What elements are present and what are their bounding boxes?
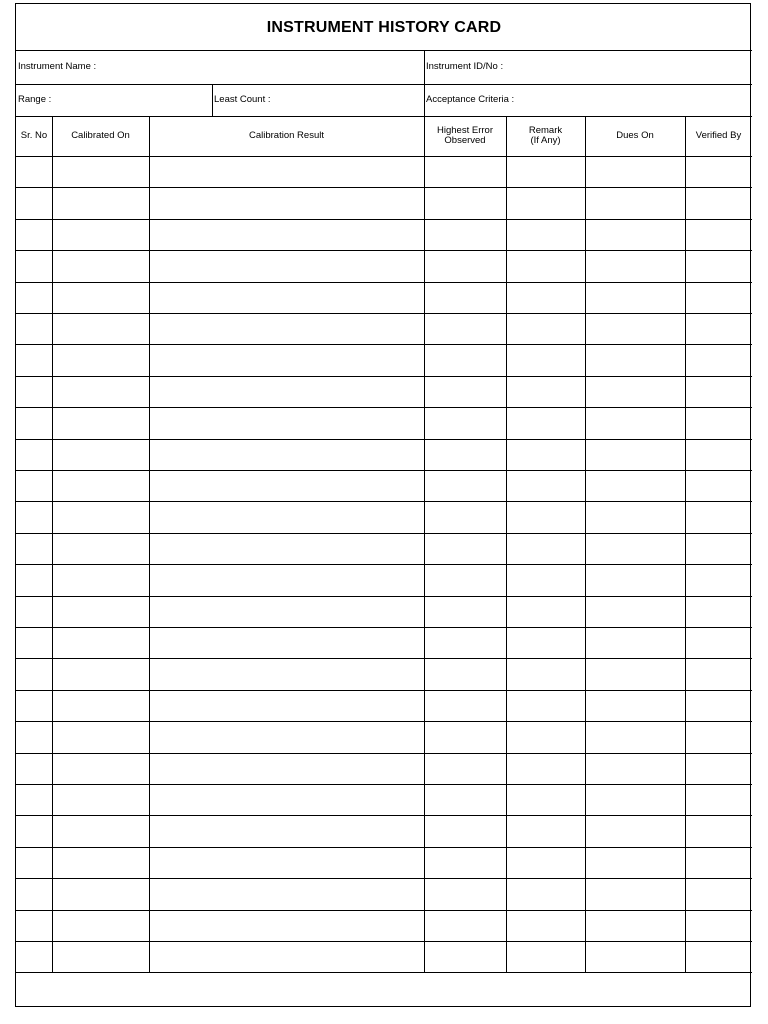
card-title: INSTRUMENT HISTORY CARD — [266, 18, 502, 36]
column-divider — [585, 116, 586, 972]
column-header-dues-on: Dues On — [616, 129, 654, 141]
table-row-line — [16, 250, 752, 251]
column-header-calibration-result: Calibration Result — [249, 129, 324, 141]
column-divider — [149, 116, 150, 972]
column-header-sr-no: Sr. No — [20, 129, 48, 141]
table-row-line — [16, 470, 752, 471]
table-row-line — [16, 439, 752, 440]
acceptance-criteria-field[interactable]: Acceptance Criteria : — [426, 94, 515, 105]
table-row-line — [16, 344, 752, 345]
table-row-line — [16, 690, 752, 691]
table-row-line — [16, 376, 752, 377]
table-row-line — [16, 784, 752, 785]
table-row-line — [16, 847, 752, 848]
column-header-calibrated-on: Calibrated On — [71, 129, 130, 141]
table-row-line — [16, 407, 752, 408]
table-row-line — [16, 910, 752, 911]
table-row-line — [16, 753, 752, 754]
table-row-line — [16, 627, 752, 628]
table-row-line — [16, 972, 752, 973]
instrument-id-field[interactable]: Instrument ID/No : — [426, 61, 504, 72]
table-row-line — [16, 282, 752, 283]
table-row-line — [16, 878, 752, 879]
field-row-divider — [16, 84, 752, 85]
instrument-name-field[interactable]: Instrument Name : — [18, 61, 97, 72]
field-divider — [424, 50, 425, 116]
column-divider — [424, 116, 425, 972]
table-row-line — [16, 721, 752, 722]
table-row-line — [16, 564, 752, 565]
column-header-highest-error: Highest Error Observed — [437, 124, 493, 146]
range-field[interactable]: Range : — [18, 94, 52, 105]
table-row-line — [16, 596, 752, 597]
table-row-line — [16, 219, 752, 220]
least-count-field[interactable]: Least Count : — [214, 94, 271, 105]
table-row-line — [16, 533, 752, 534]
column-divider — [685, 116, 686, 972]
table-row-line — [16, 501, 752, 502]
history-card-sheet — [15, 3, 751, 1007]
table-row-line — [16, 658, 752, 659]
column-divider — [52, 116, 53, 972]
column-header-verified-by: Verified By — [695, 129, 742, 141]
column-divider — [506, 116, 507, 972]
table-row-line — [16, 313, 752, 314]
title-divider — [16, 50, 752, 51]
table-row-line — [16, 187, 752, 188]
field-divider — [212, 84, 213, 116]
table-row-line — [16, 941, 752, 942]
column-header-remark: Remark (If Any) — [528, 124, 563, 146]
table-row-line — [16, 815, 752, 816]
column-header-divider — [16, 156, 752, 157]
